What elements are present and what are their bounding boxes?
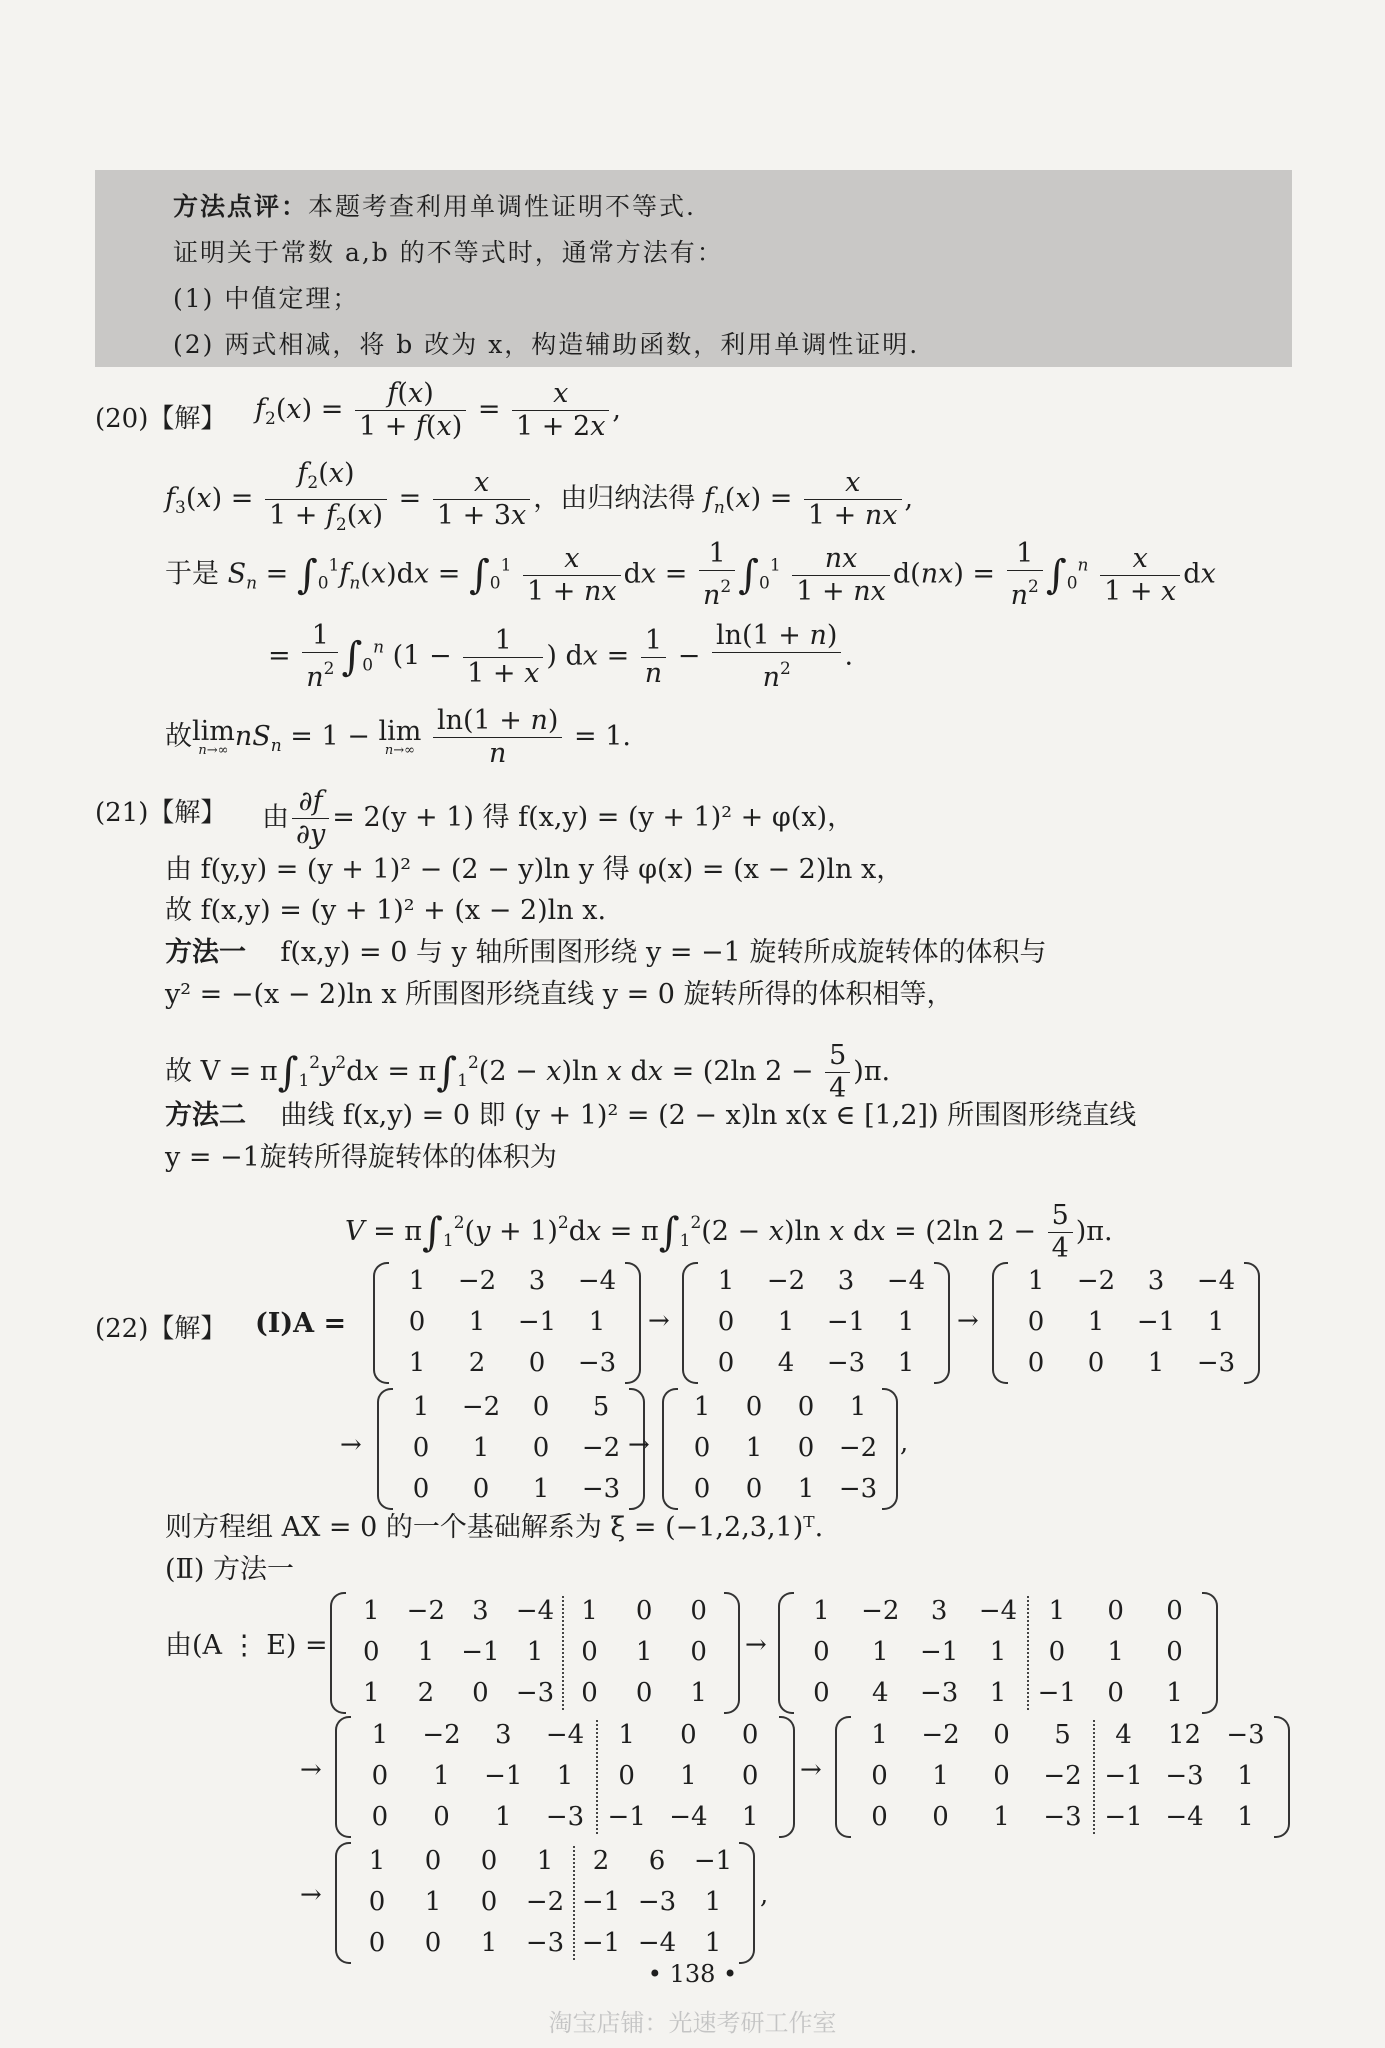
matrix-cell: 0 bbox=[813, 1637, 830, 1667]
augmented-matrix-3 bbox=[335, 1716, 795, 1838]
matrix-cell: 1 bbox=[526, 1637, 544, 1667]
matrix-cell: −3 bbox=[1226, 1720, 1265, 1750]
matrix-step-4 bbox=[662, 1388, 898, 1510]
matrix-a bbox=[373, 1262, 641, 1384]
matrix-cell: 0 bbox=[368, 1887, 386, 1917]
q21-method-2-result: $V = \pi\int_1^2(y + 1)^2dx = \pi\int_1^2(2 - x)\ln$ x dx = (2ln 2 − $\frac{5}{4}$ )π. bbox=[345, 1200, 1113, 1264]
matrix-cell: −1 bbox=[581, 1887, 621, 1917]
matrix-cell: 0 bbox=[472, 1678, 489, 1708]
matrix-cell: 0 bbox=[690, 1637, 707, 1667]
matrix-cell: 1 bbox=[813, 1596, 830, 1626]
matrix-cell: 1 bbox=[1207, 1307, 1225, 1337]
matrix-cell: −2 bbox=[581, 1433, 621, 1463]
matrix-cell: 1 bbox=[741, 1802, 759, 1832]
matrix-cell: −3 bbox=[826, 1348, 866, 1378]
matrix-cell: 1 bbox=[1027, 1266, 1045, 1296]
q21-line-2: 由 f(y,y) = (y + 1)² − (2 − y)ln y 得 φ(x) = (x − 2)ln x， bbox=[165, 854, 904, 885]
matrix-cell: 0 bbox=[1087, 1348, 1105, 1378]
matrix-cell: 1 bbox=[588, 1307, 606, 1337]
q20-line-1: $f_2(x)$ = $\frac{f(x)}{1 + f(x)}$ = $\frac{x}{1 + 2x}$ , bbox=[255, 378, 622, 442]
matrix-cell: 1 bbox=[680, 1761, 697, 1791]
q20-line-2: $f_3(x)$ = $\frac{f_2(x)}{1 + f_2(x)}$ = $\frac{x}{1 + 3x}$ ，由归纳法得 $f_n(x)$ = $\frac{x}{1 + nx}$ , bbox=[165, 458, 913, 541]
matrix-cell: 0 bbox=[1166, 1637, 1183, 1667]
matrix-cell: −3 bbox=[581, 1474, 621, 1504]
matrix-cell: −1 bbox=[1104, 1761, 1143, 1791]
q22-part-1-label: (Ⅰ)A = bbox=[255, 1308, 347, 1339]
review-line-4: (2) 两式相减，将 b 改为 x，构造辅助函数，利用单调性证明. bbox=[173, 330, 920, 359]
matrix-cell: −1 bbox=[1136, 1307, 1176, 1337]
review-title: 方法点评： bbox=[173, 192, 309, 221]
matrix-cell: 1 bbox=[581, 1596, 598, 1626]
matrix-cell: 1 bbox=[371, 1720, 389, 1750]
matrix-cell: −1 bbox=[484, 1761, 523, 1791]
matrix-cell: 0 bbox=[993, 1761, 1010, 1791]
right-paren bbox=[625, 1262, 641, 1384]
matrix-cell: 0 bbox=[424, 1928, 442, 1958]
transform-arrow: → bbox=[300, 1880, 322, 1910]
matrix-cell: 4 bbox=[777, 1348, 795, 1378]
matrix-step-1 bbox=[682, 1262, 950, 1384]
matrix-cell: 0 bbox=[371, 1761, 389, 1791]
matrix-cell: 1 bbox=[993, 1802, 1010, 1832]
matrix-cell: 1 bbox=[363, 1596, 380, 1626]
matrix-cell: 0 bbox=[1107, 1596, 1124, 1626]
matrix-cell: 3 bbox=[528, 1266, 546, 1296]
matrix-cell: 2 bbox=[417, 1678, 435, 1708]
matrix-cell: 1 bbox=[408, 1266, 426, 1296]
matrix-cell: −2 bbox=[1076, 1266, 1116, 1296]
matrix-cell: 1 bbox=[717, 1266, 735, 1296]
matrix-cell: 1 bbox=[1107, 1637, 1124, 1667]
matrix-cell: −4 bbox=[669, 1802, 708, 1832]
matrix-cell: 3 bbox=[837, 1266, 855, 1296]
matrix-cell: 1 bbox=[433, 1761, 450, 1791]
matrix-cell: −3 bbox=[545, 1802, 585, 1832]
q20-line-5: 故lim n→∞ $nS_n = 1 - \lim$ n→∞ $\frac{\ln(1 + n)}{n}$ = 1. bbox=[165, 705, 631, 769]
matrix-cell: −2 bbox=[457, 1266, 497, 1296]
matrix-cell: −3 bbox=[1165, 1761, 1204, 1791]
matrix-cell: 0 bbox=[745, 1474, 763, 1504]
right-paren bbox=[739, 1842, 755, 1964]
q21-line-3: 故 f(x,y) = (y + 1)² + (x − 2)ln x. bbox=[165, 895, 607, 926]
matrix-cell: 0 bbox=[581, 1678, 598, 1708]
matrix-cell: 1 bbox=[408, 1348, 426, 1378]
q22-basis: 则方程组 AX = 0 的一个基础解系为 ξ = (−1,2,3,1)ᵀ. bbox=[165, 1512, 824, 1543]
matrix-cell: 5 bbox=[592, 1392, 610, 1422]
matrix-cell: −2 bbox=[921, 1720, 960, 1750]
matrix-cell: 1 bbox=[693, 1392, 711, 1422]
matrix-cell: 4 bbox=[872, 1678, 889, 1708]
matrix-cell: 0 bbox=[412, 1433, 430, 1463]
matrix-cell: −4 bbox=[886, 1266, 926, 1296]
matrix-cell: 1 bbox=[897, 1307, 915, 1337]
matrix-cell: 0 bbox=[408, 1307, 426, 1337]
transform-arrow: → bbox=[340, 1430, 362, 1460]
matrix-cell: 3 bbox=[1147, 1266, 1165, 1296]
matrix-cell: 0 bbox=[745, 1392, 763, 1422]
q21-method-2: 方法二 曲线 f(x,y) = 0 即 (y + 1)² = (2 − x)ln x(x ∈ [1,2]) 所围图形绕直线 bbox=[165, 1100, 1137, 1131]
matrix-cell: −3 bbox=[577, 1348, 617, 1378]
q21-line-1: 由 $\frac{\partial f}{\partial y}$ = 2(y + 1) 得 f(x,y) = (y + 1)² + φ(x)， bbox=[262, 786, 855, 850]
matrix-cell: 0 bbox=[1107, 1678, 1124, 1708]
matrix-cell: −1 bbox=[581, 1928, 621, 1958]
matrix-cell: 1 bbox=[424, 1887, 442, 1917]
q22-part-2-label: (Ⅱ) 方法一 bbox=[165, 1554, 295, 1585]
matrix-cell: 1 bbox=[989, 1637, 1007, 1667]
matrix-cell: 0 bbox=[717, 1307, 735, 1337]
matrix-cell: −4 bbox=[1165, 1802, 1204, 1832]
comma: , bbox=[900, 1428, 909, 1458]
matrix-cell: −4 bbox=[515, 1596, 555, 1626]
transform-arrow: → bbox=[628, 1430, 650, 1460]
matrix-cell: 0 bbox=[618, 1761, 635, 1791]
method-review-box bbox=[95, 170, 1292, 367]
right-paren bbox=[1202, 1592, 1218, 1714]
matrix-cell: 1 bbox=[495, 1802, 512, 1832]
transform-arrow: → bbox=[800, 1755, 822, 1785]
matrix-cell: 0 bbox=[693, 1433, 711, 1463]
matrix-cell: −1 bbox=[919, 1637, 959, 1667]
right-paren bbox=[779, 1716, 795, 1838]
matrix-cell: 1 bbox=[635, 1637, 653, 1667]
right-paren bbox=[1244, 1262, 1260, 1384]
matrix-cell: 0 bbox=[424, 1846, 442, 1876]
matrix-cell: 1 bbox=[368, 1846, 386, 1876]
matrix-cell: 0 bbox=[433, 1802, 450, 1832]
matrix-cell: 0 bbox=[797, 1392, 815, 1422]
matrix-cell: 3 bbox=[472, 1596, 489, 1626]
q21-method-1-line-2: y² = −(x − 2)ln x 所围图形绕直线 y = 0 旋转所得的体积相等， bbox=[165, 979, 954, 1010]
matrix-cell: 1 bbox=[472, 1433, 490, 1463]
matrix-cell: −3 bbox=[1196, 1348, 1236, 1378]
matrix-cell: −1 bbox=[693, 1846, 733, 1876]
matrix-cell: −1 bbox=[1037, 1678, 1076, 1708]
matrix-cell: 0 bbox=[528, 1348, 546, 1378]
augment-divider bbox=[596, 1720, 598, 1834]
review-line-1-text: 本题考查利用单调性证明不等式. bbox=[308, 192, 696, 221]
matrix-cell: −1 bbox=[1104, 1802, 1143, 1832]
matrix-cell: 1 bbox=[1237, 1802, 1254, 1832]
matrix-cell: 1 bbox=[1237, 1761, 1254, 1791]
augmented-matrix-1 bbox=[330, 1592, 740, 1714]
matrix-cell: 0 bbox=[581, 1637, 598, 1667]
review-line-3: (1) 中值定理； bbox=[173, 284, 360, 313]
matrix-cell: 1 bbox=[412, 1392, 430, 1422]
matrix-cell: 1 bbox=[871, 1720, 888, 1750]
matrix-cell: 0 bbox=[472, 1474, 490, 1504]
matrix-cell: 1 bbox=[897, 1348, 915, 1378]
augment-divider bbox=[1027, 1596, 1029, 1710]
matrix-cell: 1 bbox=[468, 1307, 486, 1337]
q22-label: (22)【解】 bbox=[95, 1314, 227, 1344]
matrix-cell: 1 bbox=[704, 1928, 722, 1958]
matrix-cell: −4 bbox=[1196, 1266, 1236, 1296]
matrix-cell: 2 bbox=[468, 1348, 486, 1378]
matrix-cell: 0 bbox=[680, 1720, 697, 1750]
matrix-cell: −2 bbox=[1043, 1761, 1082, 1791]
matrix-cell: 1 bbox=[690, 1678, 707, 1708]
right-paren bbox=[934, 1262, 950, 1384]
matrix-cell: −2 bbox=[838, 1433, 878, 1463]
matrix-cell: 1 bbox=[797, 1474, 815, 1504]
matrix-cell: 1 bbox=[1048, 1596, 1066, 1626]
matrix-cell: −3 bbox=[515, 1678, 555, 1708]
matrix-cell: 5 bbox=[1054, 1720, 1071, 1750]
matrix-cell: −1 bbox=[607, 1802, 646, 1832]
matrix-cell: 0 bbox=[993, 1720, 1010, 1750]
matrix-cell: 0 bbox=[635, 1678, 653, 1708]
matrix-cell: 1 bbox=[1147, 1348, 1165, 1378]
transform-arrow: → bbox=[300, 1755, 322, 1785]
matrix-cell: 0 bbox=[480, 1887, 498, 1917]
transform-arrow: → bbox=[745, 1630, 767, 1660]
matrix-cell: −1 bbox=[826, 1307, 866, 1337]
matrix-cell: 0 bbox=[741, 1720, 759, 1750]
matrix-cell: 4 bbox=[1115, 1720, 1132, 1750]
page-number: • 138 • bbox=[647, 1960, 738, 1988]
matrix-cell: 1 bbox=[363, 1678, 380, 1708]
matrix-cell: −1 bbox=[461, 1637, 500, 1667]
right-paren bbox=[724, 1592, 740, 1714]
matrix-cell: 0 bbox=[1027, 1348, 1045, 1378]
augment-divider bbox=[562, 1596, 564, 1710]
matrix-cell: −3 bbox=[525, 1928, 565, 1958]
matrix-cell: −2 bbox=[422, 1720, 461, 1750]
matrix-cell: 0 bbox=[690, 1596, 707, 1626]
augment-divider bbox=[573, 1846, 575, 1960]
matrix-cell: 0 bbox=[797, 1433, 815, 1463]
matrix-cell: 0 bbox=[1048, 1637, 1066, 1667]
q20-line-3: 于是 $S_n = \int_0^1f_n(x)dx = \int_0^1$ $\frac{x}{1 + nx}$ dx = $\frac{1}{n^2}$ $\int_0^1$ $\frac{nx}{1 + nx}$ d(nx) = $\frac{1}{n^2}$ $\int_0^n$ $\frac{x}{1 + x}$ dx bbox=[165, 538, 1216, 611]
matrix-cell: 1 bbox=[745, 1433, 763, 1463]
matrix-cell: −4 bbox=[577, 1266, 617, 1296]
matrix-step-3 bbox=[377, 1388, 645, 1510]
matrix-cell: 1 bbox=[480, 1928, 498, 1958]
right-paren bbox=[882, 1388, 898, 1510]
matrix-cell: 0 bbox=[1027, 1307, 1045, 1337]
matrix-cell: 1 bbox=[989, 1678, 1007, 1708]
matrix-cell: 0 bbox=[932, 1802, 949, 1832]
matrix-step-2 bbox=[992, 1262, 1260, 1384]
matrix-cell: −2 bbox=[461, 1392, 501, 1422]
matrix-cell: 1 bbox=[1166, 1678, 1183, 1708]
matrix-cell: −3 bbox=[919, 1678, 959, 1708]
matrix-cell: 0 bbox=[363, 1637, 380, 1667]
comma: , bbox=[760, 1880, 769, 1910]
matrix-cell: 3 bbox=[495, 1720, 512, 1750]
right-paren bbox=[1274, 1716, 1290, 1838]
matrix-cell: 1 bbox=[932, 1761, 949, 1791]
matrix-cell: 0 bbox=[1166, 1596, 1183, 1626]
matrix-cell: 0 bbox=[717, 1348, 735, 1378]
matrix-cell: 1 bbox=[536, 1846, 554, 1876]
matrix-cell: 0 bbox=[635, 1596, 653, 1626]
matrix-cell: 0 bbox=[813, 1678, 830, 1708]
matrix-cell: −2 bbox=[766, 1266, 806, 1296]
matrix-cell: 1 bbox=[417, 1637, 435, 1667]
matrix-cell: 1 bbox=[1087, 1307, 1105, 1337]
transform-arrow: → bbox=[957, 1306, 979, 1336]
watermark: 淘宝店铺：光速考研工作室 bbox=[548, 2009, 837, 2037]
review-line-1 bbox=[173, 184, 1292, 230]
matrix-cell: 0 bbox=[871, 1802, 888, 1832]
matrix-cell: 0 bbox=[371, 1802, 389, 1832]
matrix-cell: −3 bbox=[637, 1887, 677, 1917]
matrix-cell: −4 bbox=[637, 1928, 677, 1958]
augmented-matrix-4 bbox=[835, 1716, 1290, 1838]
matrix-cell: 0 bbox=[480, 1846, 498, 1876]
matrix-cell: 0 bbox=[368, 1928, 386, 1958]
q21-method-1-result: 故 $V = \pi\int_1^2y^2dx = \pi\int_1^2(2 - x)\ln$ x dx = (2ln 2 − $\frac{5}{4}$ )π. bbox=[165, 1040, 891, 1104]
matrix-cell: 0 bbox=[532, 1392, 550, 1422]
q20-line-4: = $\frac{1}{n^2}$ $\int_0^n$ (1 − $\frac{1}{1 + x}$ ) dx = $\frac{1}{n}$ − $\frac{\ln(1 + n)}{n^2}$ . bbox=[268, 620, 854, 693]
matrix-cell: 0 bbox=[693, 1474, 711, 1504]
matrix-cell: 1 bbox=[872, 1637, 889, 1667]
matrix-cell: −1 bbox=[517, 1307, 557, 1337]
matrix-cell: 1 bbox=[556, 1761, 574, 1791]
matrix-cell: 3 bbox=[930, 1596, 948, 1626]
matrix-cell: 0 bbox=[871, 1761, 888, 1791]
matrix-cell: 12 bbox=[1167, 1720, 1202, 1750]
matrix-cell: 1 bbox=[532, 1474, 550, 1504]
matrix-cell: −3 bbox=[838, 1474, 878, 1504]
matrix-cell: −4 bbox=[545, 1720, 585, 1750]
augmented-matrix-2 bbox=[778, 1592, 1218, 1714]
matrix-cell: −4 bbox=[978, 1596, 1018, 1626]
matrix-cell: 0 bbox=[532, 1433, 550, 1463]
matrix-cell: 0 bbox=[741, 1761, 759, 1791]
q21-method-2-line-2: y = −1旋转所得旋转体的体积为 bbox=[165, 1142, 557, 1173]
review-line-2: 证明关于常数 a,b 的不等式时，通常方法有： bbox=[173, 238, 724, 267]
matrix-cell: 1 bbox=[849, 1392, 867, 1422]
matrix-cell: 1 bbox=[704, 1887, 722, 1917]
q22-ae-prefix: 由(A ⋮ E) = bbox=[165, 1630, 328, 1661]
q21-label: (21)【解】 bbox=[95, 798, 227, 828]
matrix-cell: −2 bbox=[861, 1596, 900, 1626]
matrix-cell: 1 bbox=[618, 1720, 635, 1750]
augmented-matrix-5 bbox=[335, 1842, 755, 1964]
matrix-cell: 2 bbox=[592, 1846, 610, 1876]
augment-divider bbox=[1093, 1720, 1095, 1834]
matrix-cell: 6 bbox=[648, 1846, 666, 1876]
matrix-cell: 1 bbox=[777, 1307, 795, 1337]
q20-label: (20)【解】 bbox=[95, 404, 227, 434]
transform-arrow: → bbox=[648, 1306, 670, 1336]
matrix-cell: −2 bbox=[525, 1887, 565, 1917]
q21-method-1: 方法一 f(x,y) = 0 与 y 轴所围图形绕 y = −1 旋转所成旋转体的体积与 bbox=[165, 937, 1047, 968]
matrix-cell: −2 bbox=[406, 1596, 445, 1626]
matrix-cell: −3 bbox=[1043, 1802, 1082, 1832]
matrix-cell: 0 bbox=[412, 1474, 430, 1504]
